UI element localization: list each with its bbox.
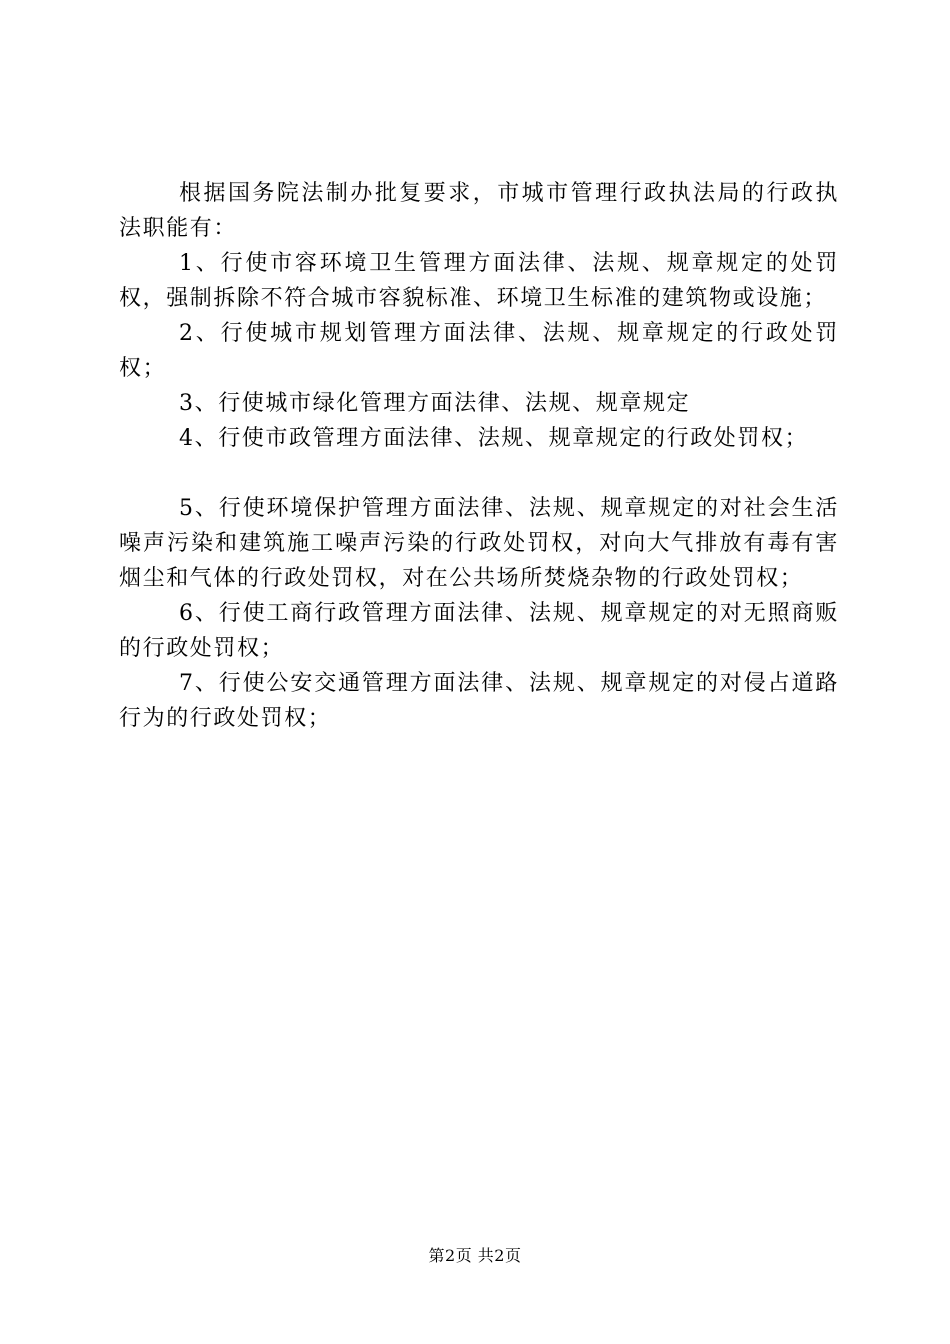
item-6-paragraph: 6、行使工商行政管理方面法律、法规、规章规定的对无照商贩的行政处罚权； bbox=[119, 601, 839, 661]
item-4-paragraph: 4、行使市政管理方面法律、法规、规章规定的行政处罚权； bbox=[179, 426, 809, 451]
item-3-paragraph: 3、行使城市绿化管理方面法律、法规、规章规定 bbox=[179, 391, 691, 416]
page-footer: 第2页 共2页 bbox=[428, 1246, 522, 1265]
intro-paragraph: 根据国务院法制办批复要求，市城市管理行政执法局的行政执法职能有： bbox=[119, 181, 839, 241]
item-2-paragraph: 2、行使城市规划管理方面法律、法规、规章规定的行政处罚权； bbox=[119, 321, 839, 381]
item-7-paragraph: 7、行使公安交通管理方面法律、法规、规章规定的对侵占道路行为的行政处罚权； bbox=[119, 671, 839, 731]
item-1-paragraph: 1、行使市容环境卫生管理方面法律、法规、规章规定的处罚权，强制拆除不符合城市容貌标准、环境卫生标准的建筑物或设施； bbox=[119, 251, 839, 311]
item-5-paragraph: 5、行使环境保护管理方面法律、法规、规章规定的对社会生活噪声污染和建筑施工噪声污染的行政处罚权，对向大气排放有毒有害烟尘和气体的行政处罚权，对在公共场所焚烧杂物的行政处罚权； bbox=[119, 496, 839, 591]
document-body bbox=[119, 176, 839, 736]
